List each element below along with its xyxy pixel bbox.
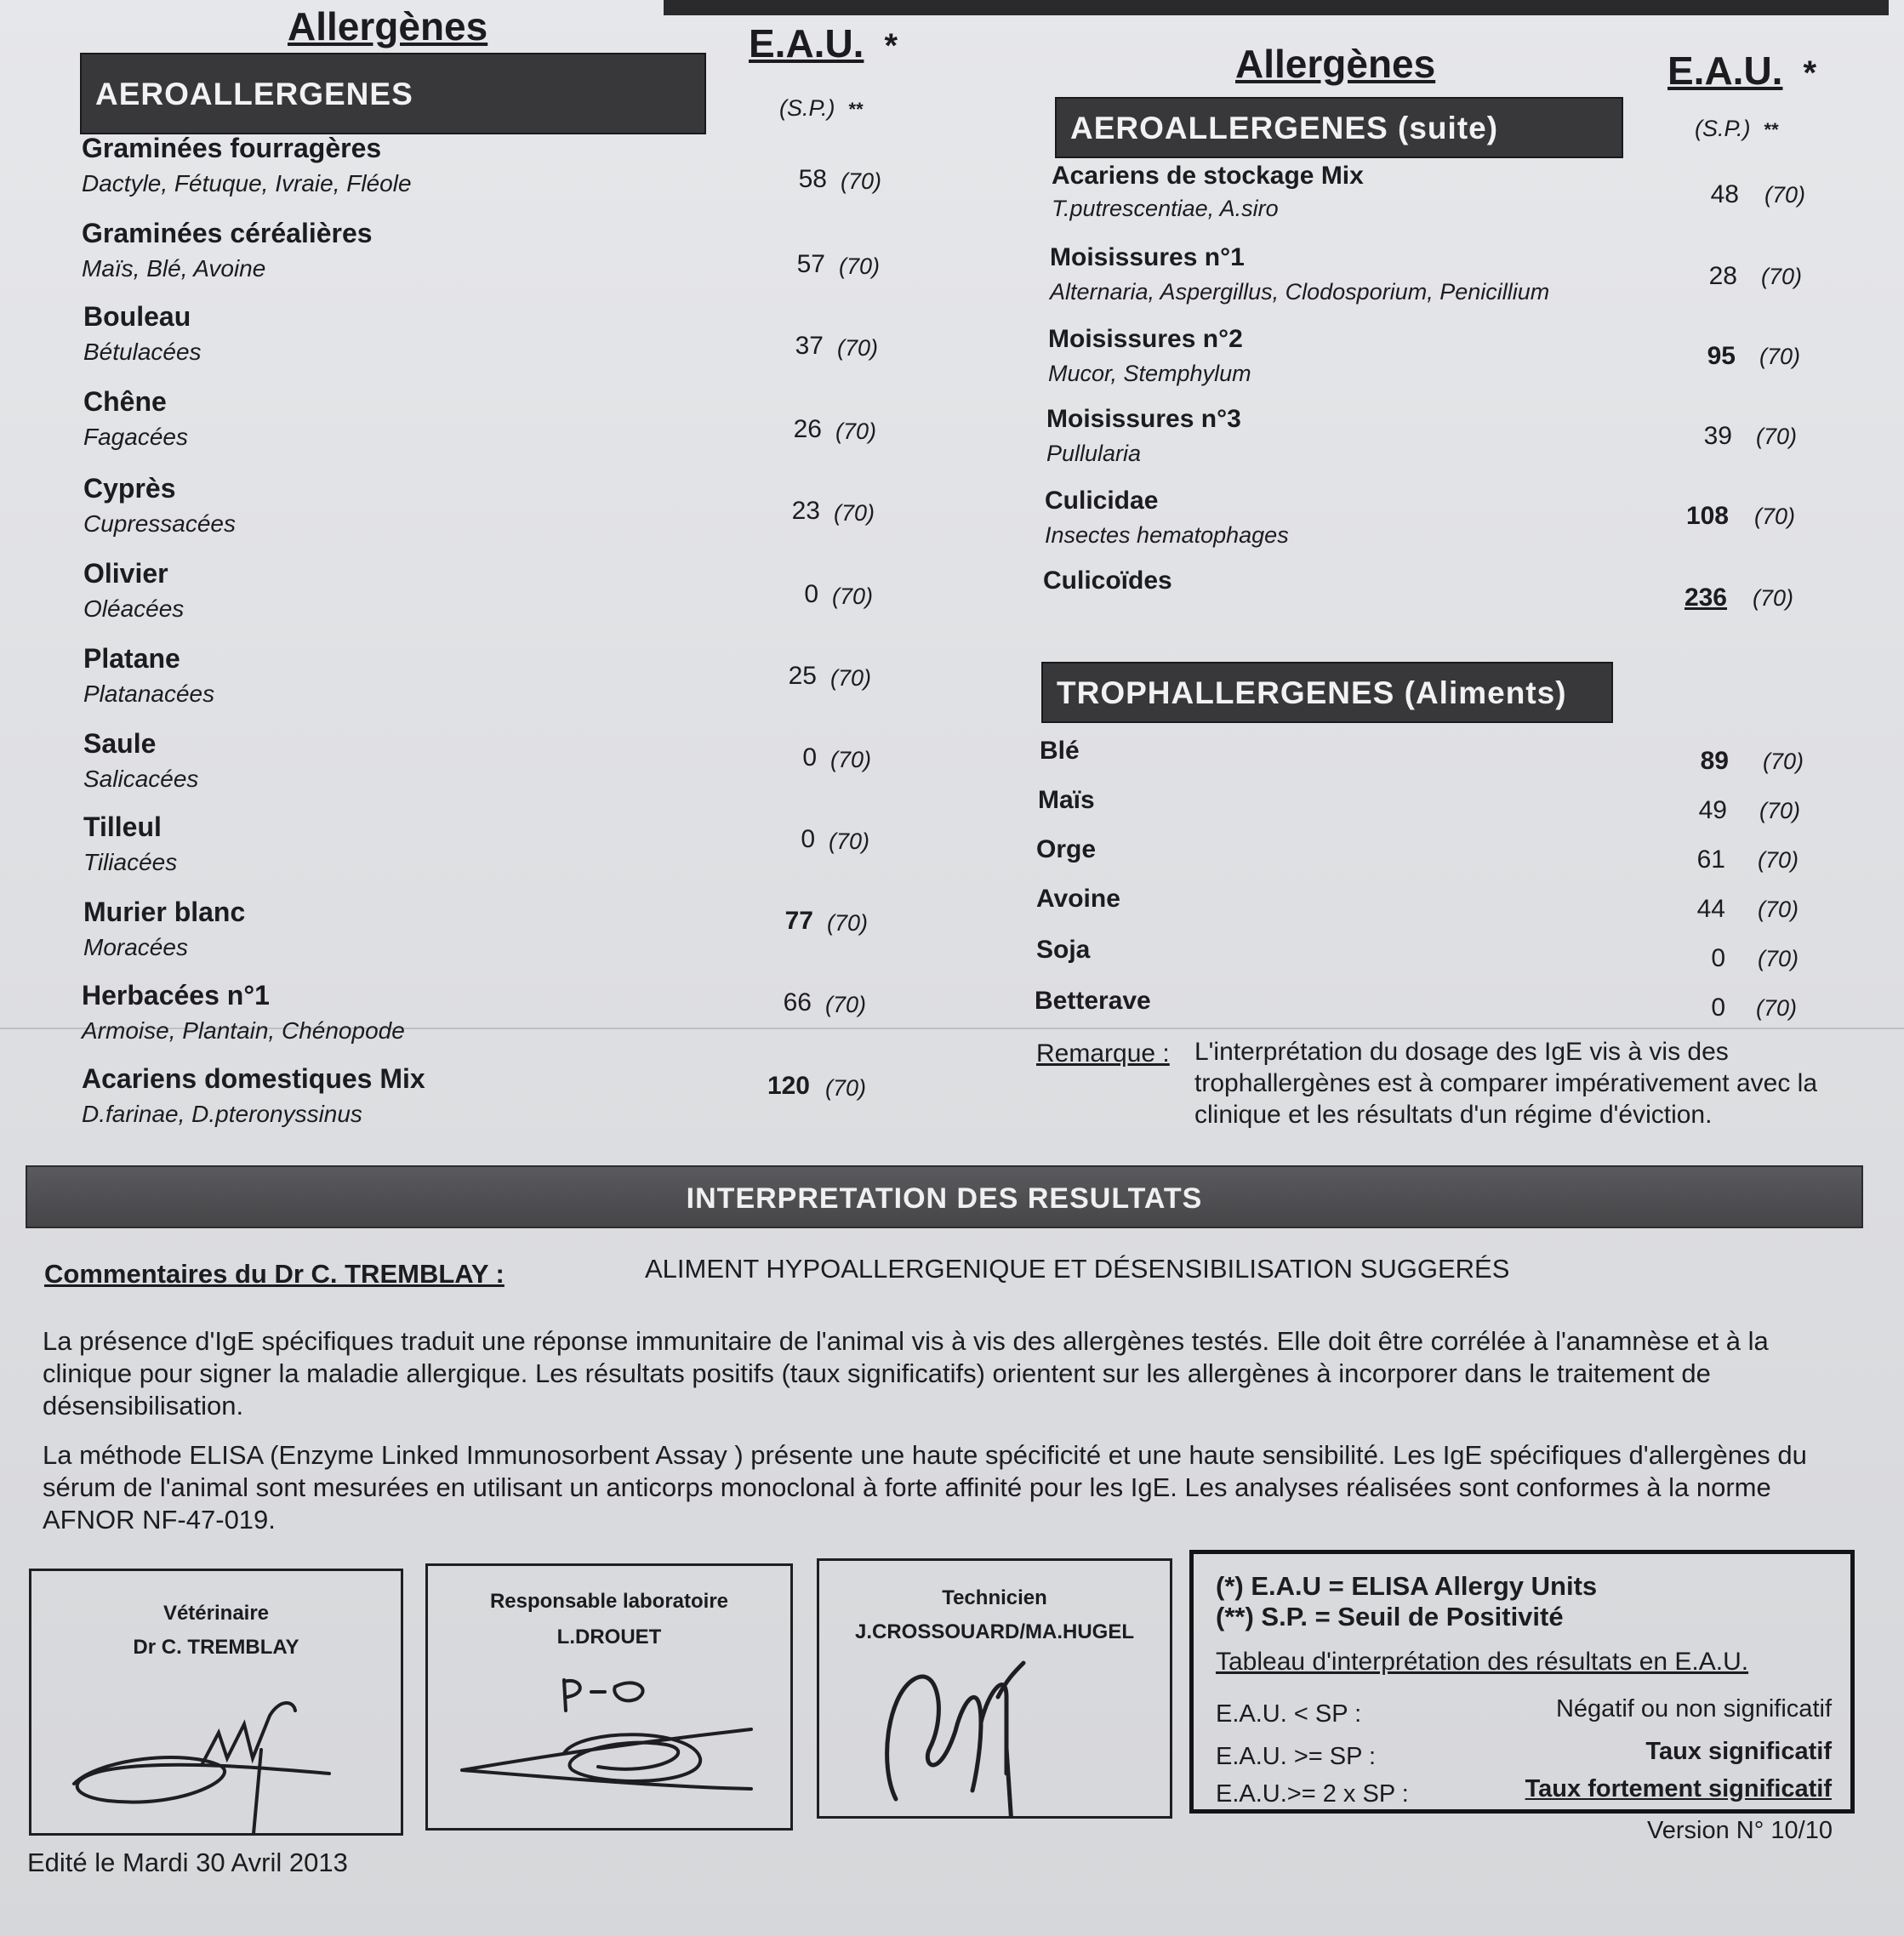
legend-box [1189, 1550, 1855, 1814]
signature-role: Responsable laboratoire [489, 1590, 729, 1613]
left-section-band: AEROALLERGENES [80, 53, 706, 134]
legend-eau-definition: (*) E.A.U = ELISA Allergy Units [1216, 1571, 1598, 1601]
comments-label: Commentaires du Dr C. TREMBLAY : [44, 1259, 505, 1289]
legend-table-title: Tableau d'interprétation des résultats en E.A.U. [1216, 1648, 1749, 1676]
left-sp-label: (S.P.) ** [779, 95, 864, 121]
right-sp-label: (S.P.) ** [1695, 116, 1779, 141]
comments-text: ALIMENT HYPOALLERGENIQUE ET DÉSENSIBILISATION SUGGERÉS [645, 1254, 1510, 1284]
right-eau-title: E.A.U. * [1667, 48, 1817, 93]
edited-date: Edité le Mardi 30 Avril 2013 [27, 1848, 348, 1877]
legend-sp-definition: (**) S.P. = Seuil de Positivité [1216, 1602, 1564, 1631]
legend-value: Négatif ou non significatif [1555, 1695, 1832, 1722]
legend-value: Taux significatif [1645, 1738, 1832, 1765]
legend-value: Taux fortement significatif [1525, 1775, 1832, 1802]
interpretation-paragraph-1: La présence d'IgE spécifiques traduit une réponse immunitaire de l'animal vis à vis des allergènes testés. Elle doit être corrélée à l'anamnèse et à la clinique pour signer la maladie allergique. Les résultats positifs (taux significatifs) orientent sur les allergènes à incorporer dans le traitement de désensibilisation. [43, 1326, 1769, 1421]
remark-text: L'interprétation du dosage des IgE vis à vis des trophallergènes est à comparer impérativement avec la clinique et les résultats d'un régime d'éviction. [1194, 1038, 1818, 1129]
remark-label: Remarque : [1036, 1039, 1170, 1068]
legend-key: E.A.U.>= 2 x SP : [1216, 1780, 1409, 1808]
signature-name: L.DROUET [556, 1626, 662, 1648]
left-allergens-title: Allergènes [288, 4, 488, 48]
right-section-band: AEROALLERGENES (suite) [1055, 97, 1623, 158]
handwritten-signature-icon [445, 1651, 785, 1821]
top-edge-bar [664, 0, 1889, 15]
left-eau-title: E.A.U. * [749, 21, 898, 65]
signature-box-veterinarian [29, 1569, 403, 1836]
signature-name: J.CROSSOUARD/MA.HUGEL [854, 1620, 1135, 1643]
version-number: Version N° 10/10 [1647, 1817, 1833, 1844]
signature-box-technician [817, 1558, 1172, 1819]
food-section-band: TROPHALLERGENES (Aliments) [1041, 662, 1613, 723]
legend-key: E.A.U. < SP : [1216, 1700, 1362, 1728]
signature-box-lab-manager [425, 1563, 793, 1831]
interpretation-paragraph-2: La méthode ELISA (Enzyme Linked Immunosorbent Assay ) présente une haute spécificité et une haute sensibilité. Les IgE spécifiques d'allergènes du sérum de l'animal sont mesurées en utilisant un anticorps monoclonal à forte affinité pour les IgE. Les analyses réalisées sont conformes à la norme AFNOR NF-47-019. [43, 1440, 1807, 1535]
legend-key: E.A.U. >= SP : [1216, 1743, 1377, 1770]
report-page: Allergènes E.A.U. * AEROALLERGENES (S.P.) ** Graminées fourragères Dactyle, Fétuque, Ivraie, Fléole 58 (70) Graminées céréalières Maïs, Blé, Avoine 57 (70) Bouleau Bétulacées 37 (70) Chêne Fagacées 26 (70) Cyprès Cupressacées 23 (70) Olivier Oléacées 0 (70) Platane Platanacées 25 (70) Saule Salicacées 0 (70) Tilleul Tiliacées 0 (70) Murier blanc Moracées 77 (70) Herbacées n°1 Armoise, Plantain, Chénopode 66 (70) Acariens domestiques Mix D.farinae, D.pteronyssinus 120 (70) Allergènes E.A.U. * AEROALLERGENES (suite) (S.P.) ** Acariens de stockage Mix T.putrescentiae, A.siro 48 (70) Moisissures n°1 Alternaria, Aspergillus, Clodosporium, Penicillium 28 (70) Moisissures n°2 Mucor, Stemphylum 95 (70) Moisissures n°3 Pullularia 39 (70) Culicidae Insectes hematophages 108 (70) Culicoïdes 236 (70) TROPHALLERGENES (Aliments) Blé 89 (70) Maïs 49 (70) Orge 61 (70) Avoine 44 (70) Soja 0 (70) Betterave 0 (70) Remarque : L'interprétation du dosage des IgE vis à vis des trophallergènes est à comparer impérativement avec la clinique et les résultats d'un régime d'éviction. INTERPRETATION DES RESULTATS Commentaires du Dr C. TREMBLAY : ALIMENT HYPOALLERGENIQUE ET DÉSENSIBILISATION SUGGERÉS La présence d'IgE spécifiques traduit une réponse immunitaire de l'animal vis à vis des allergènes testés. Elle doit être corrélée à l'anamnèse et à la clinique pour signer la maladie allergique. Les résultats positifs (taux significatifs) orientent sur les allergènes à incorporer dans le traitement de désensibilisation. La méthode ELISA (Enzyme Linked Immunosorbent Assay ) présente une haute spécificité et une haute sensibilité. Les IgE spécifiques d'allergènes du sérum de l'animal sont mesurées en utilisant un anticorps monoclonal à forte affinité pour les IgE. Les analyses réalisées sont conformes à la norme AFNOR NF-47-019. Vétérinaire Dr C. TREMBLAY Responsable laboratoire L.DROUET Technicien J.CROSSOUARD/MA.HUGEL (*) E.A.U = ELISA Allergy Units (**) S.P. = Seuil de Positivité Tableau d'interprétation des résultats en E.A.U. E.A.U. < SP : Négatif ou non significatif E.A.U. >= SP : Taux significatif E.A.U.>= 2 x SP : Taux fortement significatif Edité le Mardi 30 Avril 2013 Version N° 10/10 [0, 0, 1904, 1936]
handwritten-signature-icon [48, 1665, 389, 1835]
interpretation-band: INTERPRETATION DES RESULTATS [26, 1165, 1863, 1228]
signature-name: Dr C. TREMBLAY [133, 1636, 299, 1659]
signature-role: Vétérinaire [162, 1602, 270, 1625]
right-allergens-title: Allergènes [1235, 42, 1436, 86]
handwritten-signature-icon [870, 1646, 1109, 1816]
signature-role: Technicien [942, 1586, 1047, 1609]
